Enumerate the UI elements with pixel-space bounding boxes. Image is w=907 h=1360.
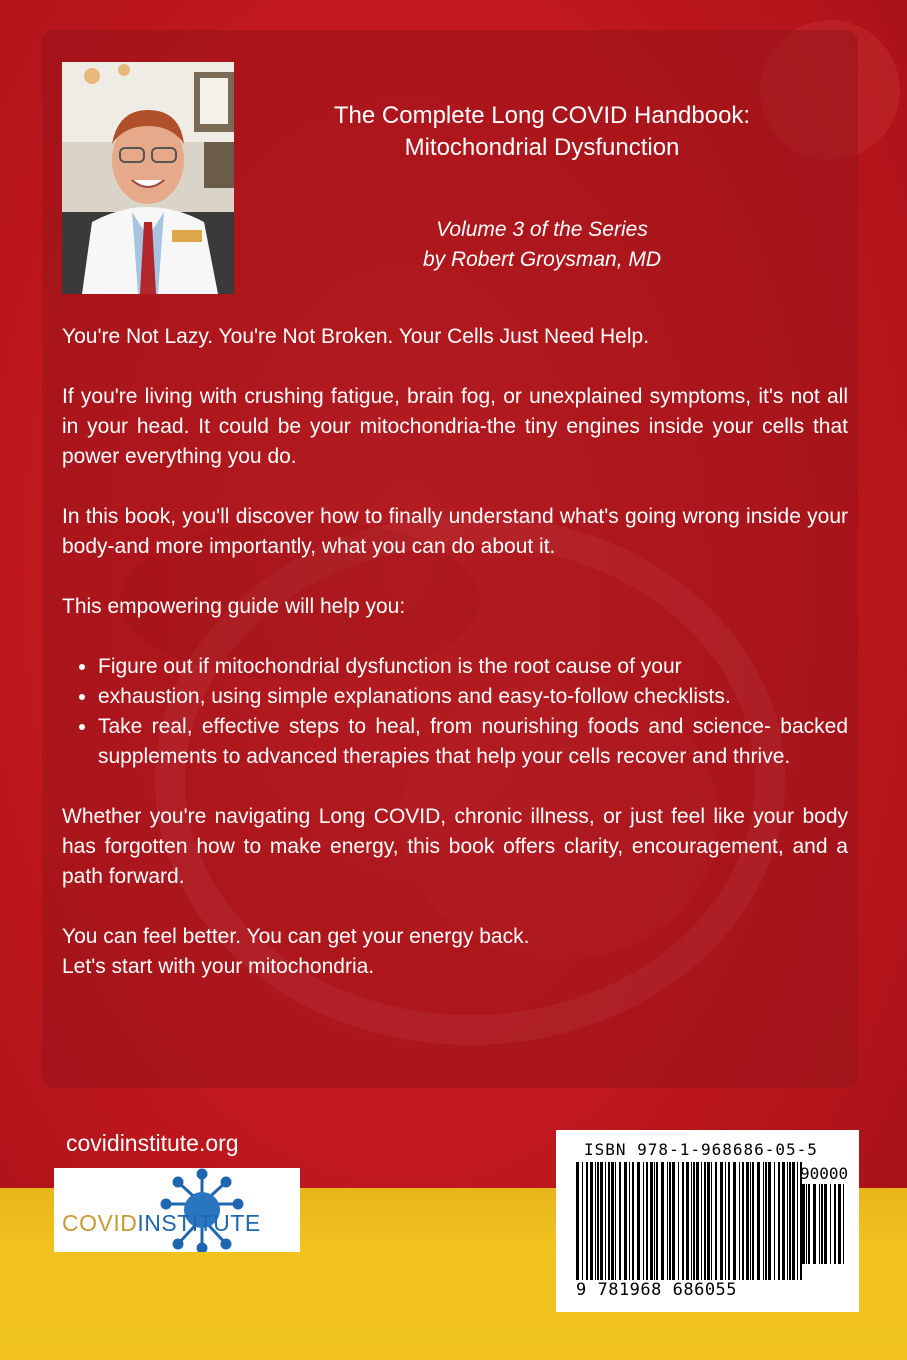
blurb-paragraph-7: Let's start with your mitochondria. — [62, 955, 375, 978]
blurb-paragraph-5: Whether you're navigating Long COVID, chronic illness, or just feel like your body has forgotten how to make energy, this book offers clarity, encouragement, and a path forward. — [62, 805, 848, 888]
blurb — [62, 322, 848, 1012]
list-item: • exhaustion, using simple explanations and easy-to-follow checklists. — [98, 682, 848, 712]
benefit-list — [62, 652, 848, 772]
blurb-paragraph-6: You can feel better. You can get your energy back. — [62, 925, 530, 948]
price-code: 90000 — [800, 1164, 849, 1183]
title-line-1: The Complete Long COVID Handbook: — [333, 102, 751, 129]
book-title — [262, 100, 822, 164]
blurb-paragraph-2: If you're living with crushing fatigue, brain fog, or unexplained symptoms, it's not all in your head. It could be your mitochondria-the tiny engines inside your cells that power everything you do. — [62, 385, 848, 468]
price-barcode-icon — [800, 1184, 848, 1266]
barcode-icon — [574, 1162, 804, 1284]
blurb-paragraph-4: This empowering guide will help you: — [62, 595, 406, 618]
logo-word-covid: COVID — [62, 1210, 138, 1236]
blurb-paragraph-1: You're Not Lazy. You're Not Broken. Your Cells Just Need Help. — [62, 325, 650, 348]
list-item: • Figure out if mitochondrial dysfunction is the root cause of your — [98, 652, 848, 682]
website-link: covidinstitute.org — [66, 1130, 239, 1156]
ean-digits: 9 781968 686055 — [576, 1280, 738, 1300]
blurb-paragraph-3: In this book, you'll discover how to finally understand what's going wrong inside your body-and more importantly, what you can do about it. — [62, 505, 848, 558]
author-portrait-icon — [62, 62, 234, 294]
isbn-label: ISBN 978-1-968686-05-5 — [584, 1140, 818, 1159]
covid-institute-logo — [54, 1168, 300, 1252]
volume-line: Volume 3 of the Series — [436, 218, 648, 241]
author-line: by Robert Groysman, MD — [422, 248, 662, 271]
book-subtitle — [262, 215, 822, 275]
author-photo — [62, 62, 234, 294]
list-item: • Take real, effective steps to heal, from nourishing foods and science- backed supplements to advanced therapies that help your cells recover and thrive. — [98, 712, 848, 772]
barcode-panel — [556, 1130, 859, 1312]
logo-word-institute: INSTITUTE — [137, 1210, 261, 1236]
title-line-2: Mitochondrial Dysfunction — [404, 134, 680, 161]
logo-wordmark — [62, 1210, 261, 1237]
